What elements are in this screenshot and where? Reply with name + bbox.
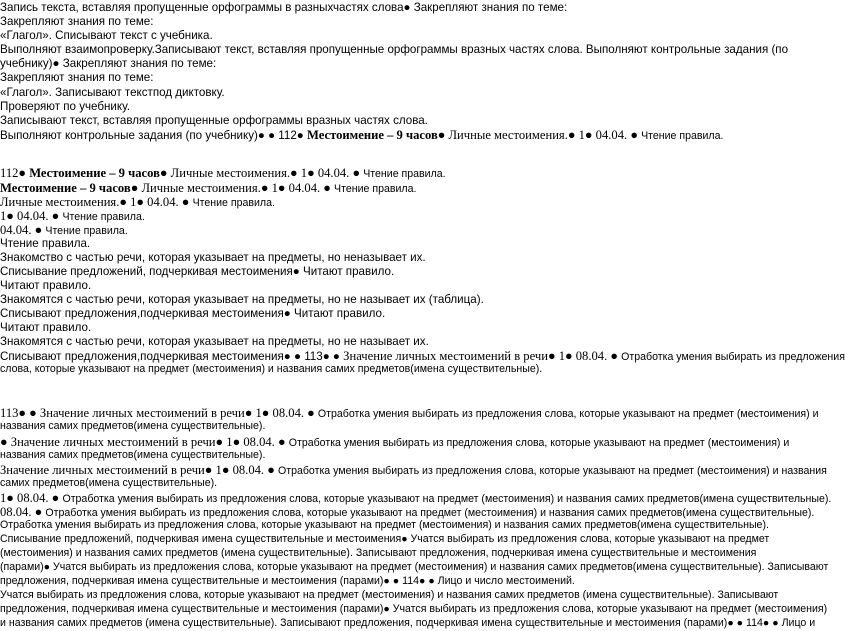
text-line: 08.04. ● Отработка умения выбирать из предложения слова, которые указывают на предмет (местоимения) и названия самих предметов(имена существительные). <box>0 505 815 519</box>
text-line: предложения, подчеркивая имена существительные и местоимения (парами)● Учатся выбирать из предложения слова, которые указывают на предмет (местоимения) <box>0 603 828 615</box>
text-line: 04.04. ● Чтение правила. <box>0 223 128 237</box>
text-line: «Глагол». Записывают текстпод диктовку. <box>0 86 225 99</box>
text-line: Знакомятся с частью речи, которая указывает на предметы, но не называет их. <box>0 335 429 348</box>
text-line: Личные местоимения.● 1● 04.04. ● Чтение правила. <box>0 195 275 209</box>
text-line: Знакомство с частью речи, которая указывает на предметы, но неназывает их. <box>0 251 426 264</box>
text-line: Проверяют по учебнику. <box>0 100 130 113</box>
text-line: Списывают предложения,подчеркивая местоимения● ● 113● ● Значение личных местоимений в речи● 1● 08.04. ● Отработка умения выбирать из предложения <box>0 349 845 363</box>
text-line: Местоимение – 9 часов● Личные местоимения.● 1● 04.04. ● Чтение правила. <box>0 181 417 195</box>
text-line: Выполняют контрольные задания (по учебнику)● ● 112● Местоимение – 9 часов● Личные местоимения.● 1● 04.04. ● Чтение правила. <box>0 128 724 142</box>
text-line: Отработка умения выбирать из предложения слова, которые указывают на предмет (местоимения) и названия самих предметов(имена существительные). <box>0 519 769 531</box>
text-line: Записывают текст, вставляя пропущенные орфограммы вразных частях слова. <box>0 114 428 127</box>
text-line: самих предметов(имена существительные). <box>0 477 218 489</box>
text-line: Значение личных местоимений в речи● 1● 08.04. ● Отработка умения выбирать из предложения слова, которые указывают на предмет (местоимения) и названия <box>0 463 827 477</box>
text-line: Закрепляют знания по теме: <box>0 15 154 28</box>
text-line: Читают правило. <box>0 279 92 292</box>
text-line: Списывают предложения,подчеркивая местоимения● Читают правило. <box>0 307 386 320</box>
text-line: предложения, подчеркивая имена существительные и местоимения (парами)● ● 114● ● Лицо и число местоимений. <box>0 575 575 587</box>
text-line: (парами)● Учатся выбирать из предложения слова, которые указывают на предмет (местоимения) и названия самих предметов(имена существительные). Записывают <box>0 561 829 573</box>
text-line: названия самих предметов(имена существительные). <box>0 420 266 432</box>
text-line: Знакомятся с частью речи, которая указывает на предметы, но не называет их (таблица). <box>0 293 484 306</box>
text-line: «Глагол». Списывают текст с учебника. <box>0 29 213 42</box>
text-line: Запись текста, вставляя пропущенные орфограммы в разныхчастях слова● Закрепляют знания по теме: <box>0 1 568 14</box>
text-line: 1● 08.04. ● Отработка умения выбирать из предложения слова, которые указывают на предмет (местоимения) и названия самих предметов(имена существительные). <box>0 491 832 505</box>
text-line: ● Значение личных местоимений в речи● 1● 08.04. ● Отработка умения выбирать из предложения слова, которые указывают на предмет (местоимения) и <box>0 435 790 449</box>
text-line: и названия самих предметов (имена существительные). Записывают предложения, подчеркивая имена существительные и местоимения (парами)● ● 114● ● Лицо и <box>0 617 816 629</box>
text-line: Учатся выбирать из предложения слова, которые указывают на предмет (местоимения) и названия самих предметов (имена существительные). Записывают <box>0 589 779 601</box>
text-line: 112● Местоимение – 9 часов● Личные местоимения.● 1● 04.04. ● Чтение правила. <box>0 166 446 180</box>
text-line: Закрепляют знания по теме: <box>0 71 154 84</box>
text-line: Выполняют взаимопроверку.Записывают текст, вставляя пропущенные орфограммы вразных частях слова. Выполняют контрольные задания (по <box>0 43 789 56</box>
text-line: 1● 04.04. ● Чтение правила. <box>0 209 145 223</box>
text-line: Списывание предложений, подчеркивая имена существительные и местоимения● Учатся выбирать из предложения слова, которые указывают на предмет <box>0 533 770 545</box>
text-line: учебнику)● Закрепляют знания по теме: <box>0 57 217 70</box>
text-line: Чтение правила. <box>0 237 91 250</box>
text-line: Списывание предложений, подчеркивая местоимения● Читают правило. <box>0 265 395 278</box>
text-line: названия самих предметов(имена существительные). <box>0 449 266 461</box>
text-line: слова, которые указывают на предмет (местоимения) и названия самих предметов(имена существительные). <box>0 363 543 375</box>
text-line: 113● ● Значение личных местоимений в речи● 1● 08.04. ● Отработка умения выбирать из предложения слова, которые указывают на предмет (местоимения) и <box>0 406 819 420</box>
text-line: (местоимения) и названия самих предметов (имена существительные). Записывают предложения, подчеркивая имена существительные и местоимения <box>0 547 757 559</box>
text-line: Читают правило. <box>0 321 92 334</box>
